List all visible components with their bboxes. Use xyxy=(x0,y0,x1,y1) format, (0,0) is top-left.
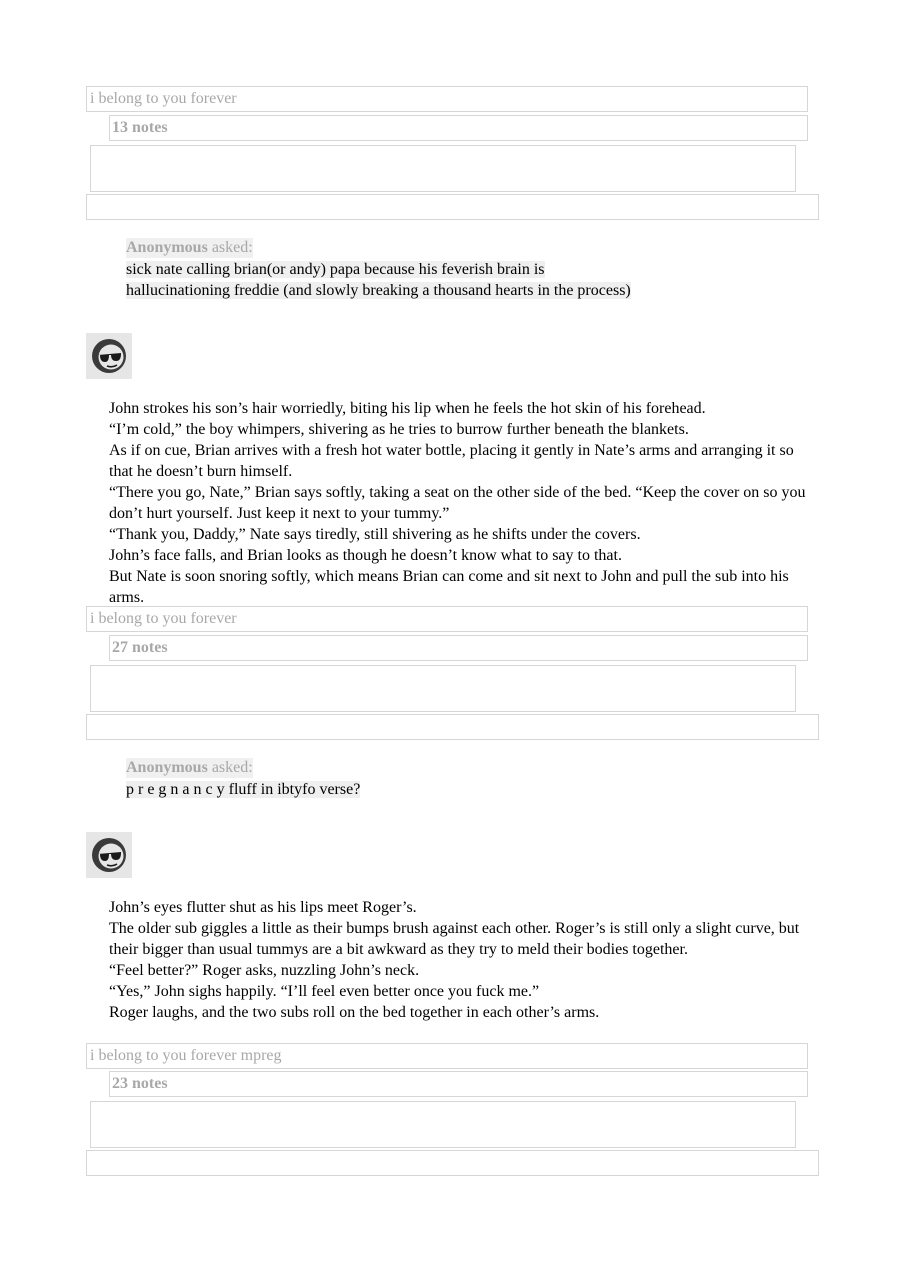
question-line: sick nate calling brian(or andy) papa because his feverish brain is xyxy=(126,261,545,278)
post-paragraph: John’s eyes flutter shut as his lips meet Roger’s. xyxy=(109,899,417,916)
post-paragraph: “There you go, Nate,” Brian says softly, taking a seat on the other side of the bed. “Keep the cover on so you don’t hurt yourself. Just keep it next to your tummy.” xyxy=(109,484,806,522)
post-paragraph: John’s face falls, and Brian looks as though he doesn’t know what to say to that. xyxy=(109,547,622,564)
question-line: p r e g n a n c y fluff in ibtyfo verse? xyxy=(126,781,361,798)
post-paragraph: “I’m cold,” the boy whimpers, shivering as he tries to burrow further beneath the blankets. xyxy=(109,421,689,438)
asked-label: asked: xyxy=(211,239,253,256)
post-tags[interactable]: i belong to you forever mpreg xyxy=(86,1043,808,1069)
post-paragraph: The older sub giggles a little as their bumps brush against each other. Roger’s is still only a slight curve, but their bigger than usual tummys are a bit awkward as they try to meld their bodies together. xyxy=(109,920,800,958)
sunglasses-face-icon xyxy=(86,832,132,878)
question-asker xyxy=(126,238,253,258)
asker-name[interactable]: Anonymous xyxy=(126,759,208,776)
post-footer-box xyxy=(90,665,796,712)
post-paragraph: John strokes his son’s hair worriedly, biting his lip when he feels the hot skin of his forehead. xyxy=(109,400,706,417)
post-paragraph: “Yes,” John sighs happily. “I’ll feel even better once you fuck me.” xyxy=(109,983,540,1000)
sunglasses-face-icon xyxy=(86,333,132,379)
post-paragraph: “Thank you, Daddy,” Nate says tiredly, still shivering as he shifts under the covers. xyxy=(109,526,641,543)
post-tags[interactable]: i belong to you forever xyxy=(86,606,808,632)
avatar[interactable] xyxy=(86,333,132,379)
post-footer-box xyxy=(90,145,796,192)
post-paragraph: “Feel better?” Roger asks, nuzzling John’s neck. xyxy=(109,962,420,979)
asker-name[interactable]: Anonymous xyxy=(126,239,208,256)
post-separator-box xyxy=(86,1150,819,1176)
post-separator-box xyxy=(86,714,819,740)
question-text xyxy=(126,259,631,301)
post-notes-count[interactable]: 13 notes xyxy=(109,115,808,141)
post-tags[interactable]: i belong to you forever xyxy=(86,86,808,112)
post-separator-box xyxy=(86,194,819,220)
avatar[interactable] xyxy=(86,832,132,878)
question-asker xyxy=(126,758,253,778)
question-line: hallucinationing freddie (and slowly breaking a thousand hearts in the process) xyxy=(126,282,631,299)
post-footer-box xyxy=(90,1101,796,1148)
post-body xyxy=(109,897,809,1023)
post-notes-count[interactable]: 23 notes xyxy=(109,1071,808,1097)
post-body xyxy=(109,398,809,608)
question-text xyxy=(126,779,360,800)
post-paragraph: As if on cue, Brian arrives with a fresh hot water bottle, placing it gently in Nate’s arms and arranging it so that he doesn’t burn himself. xyxy=(109,442,794,480)
post-paragraph: Roger laughs, and the two subs roll on the bed together in each other’s arms. xyxy=(109,1004,600,1021)
asked-label: asked: xyxy=(211,759,253,776)
post-paragraph: But Nate is soon snoring softly, which means Brian can come and sit next to John and pull the sub into his arms. xyxy=(109,568,789,606)
post-notes-count[interactable]: 27 notes xyxy=(109,635,808,661)
